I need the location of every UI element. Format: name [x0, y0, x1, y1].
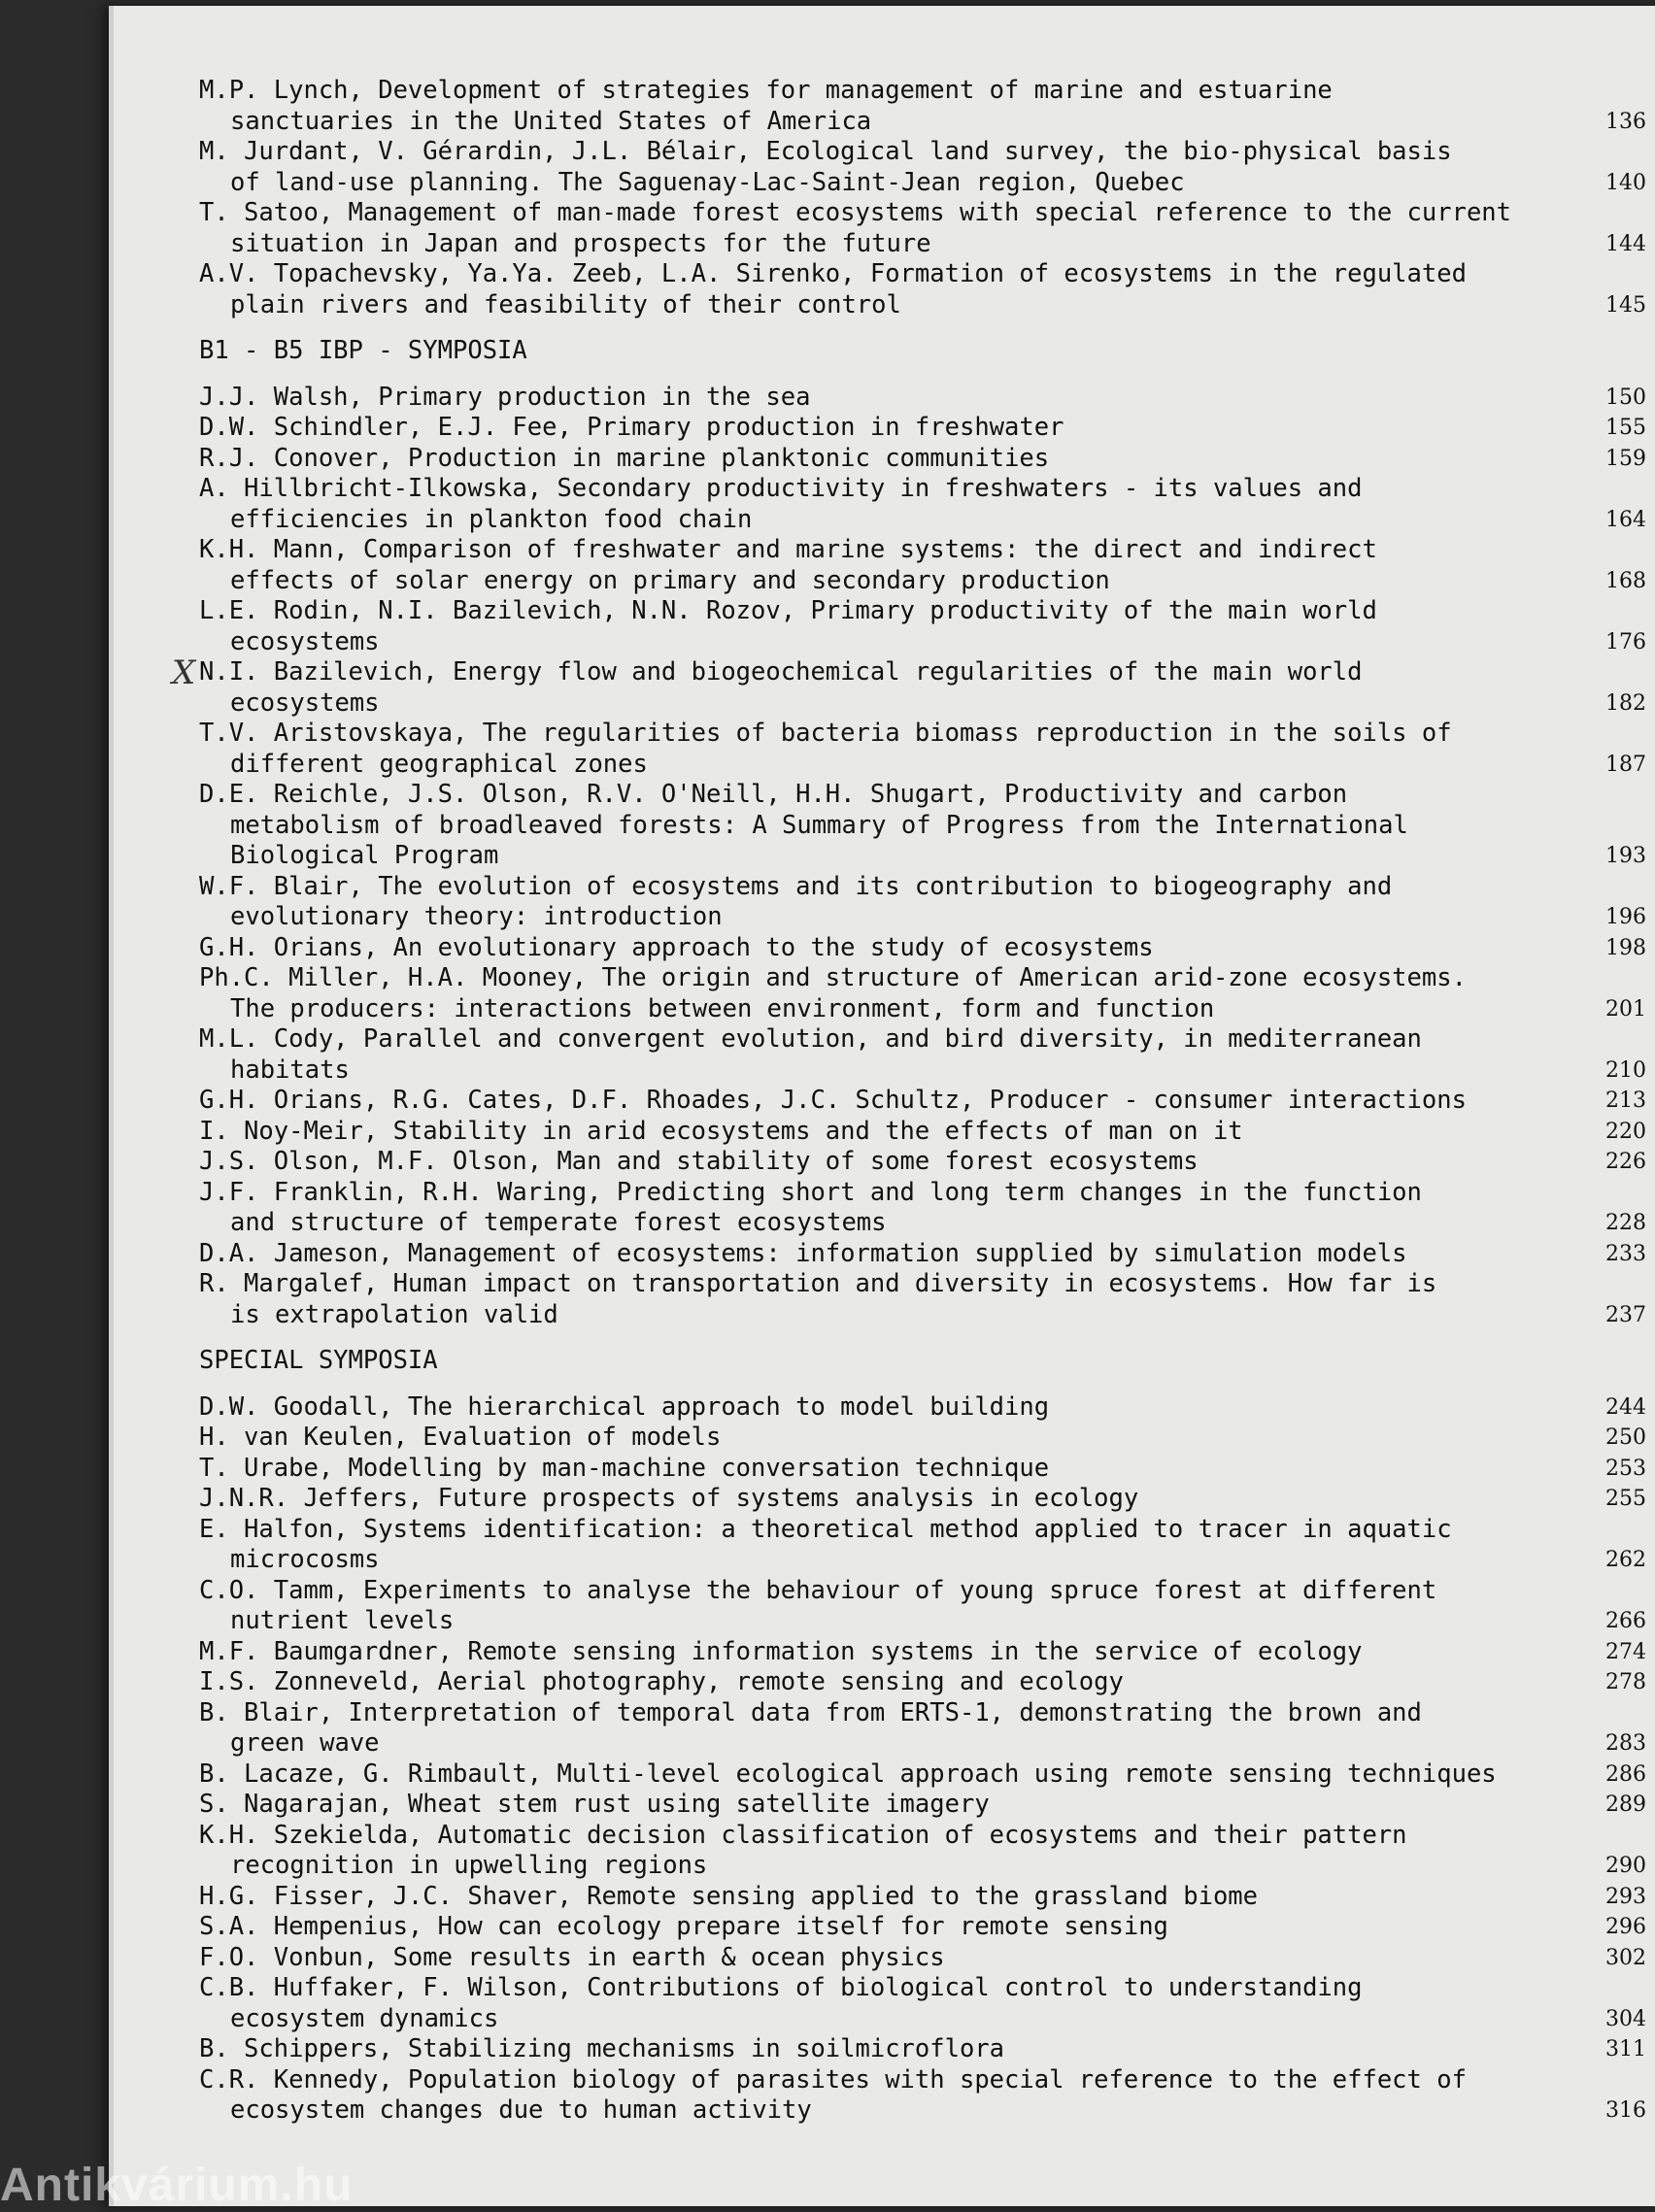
- toc-entry: [199, 1454, 1646, 1485]
- toc-entry-continuation: situation in Japan and prospects for the future: [230, 228, 931, 258]
- toc-entry: [199, 76, 1646, 137]
- book-page: [109, 6, 1655, 2206]
- toc-entry-title: A.V. Topachevsky, Ya.Ya. Zeeb, L.A. Sirenko, Formation of ecosystems in the regulated: [199, 259, 1467, 288]
- toc-entry-continuation: nutrient levels: [230, 1606, 455, 1635]
- page-number: 253: [1605, 1456, 1646, 1481]
- toc-entry: [199, 1239, 1646, 1270]
- page-number: 145: [1605, 292, 1646, 318]
- page-number: 274: [1605, 1639, 1646, 1664]
- toc-entry: [199, 474, 1646, 535]
- contents-section-special: [199, 1392, 1646, 2127]
- toc-entry: [199, 1882, 1646, 1913]
- toc-entry: [199, 1484, 1646, 1515]
- toc-entry: [199, 963, 1646, 1024]
- page-number: 193: [1605, 844, 1646, 868]
- toc-entry-title: K.H. Szekielda, Automatic decision classification of ecosystems and their pattern: [199, 1820, 1407, 1850]
- toc-entry-title: S.A. Hempenius, How can ecology prepare itself for remote sensing: [199, 1912, 1168, 1941]
- toc-entry-title: J.F. Franklin, R.H. Waring, Predicting short and long term changes in the function: [199, 1177, 1422, 1207]
- toc-entry-continuation: different geographical zones: [230, 749, 648, 779]
- toc-entry-title: D.W. Schindler, E.J. Fee, Primary production in freshwater: [199, 413, 1064, 442]
- toc-entry: [199, 1667, 1646, 1698]
- toc-entry: [199, 1392, 1646, 1424]
- toc-entry-continuation: of land-use planning. The Saguenay-Lac-Saint-Jean region, Quebec: [230, 167, 1185, 197]
- toc-entry-continuation: ecosystem changes due to human activity: [230, 2095, 812, 2125]
- toc-entry-title: D.E. Reichle, J.S. Olson, R.V. O'Neill, H.H. Shugart, Productivity and carbon: [199, 780, 1348, 809]
- toc-entry-title: T.V. Aristovskaya, The regularities of bacteria biomass reproduction in the soils of: [199, 719, 1452, 748]
- toc-entry-title: H. van Keulen, Evaluation of models: [199, 1423, 722, 1452]
- toc-entry-continuation: recognition in upwelling regions: [230, 1851, 708, 1880]
- toc-entry-title: E. Halfon, Systems identification: a theoretical method applied to tracer in aquatic: [199, 1514, 1452, 1544]
- page-number: 293: [1605, 1884, 1646, 1909]
- toc-entry: [199, 1912, 1646, 1943]
- page-number: 136: [1605, 109, 1646, 134]
- page-number: 237: [1605, 1302, 1646, 1327]
- page-number: 198: [1605, 935, 1646, 960]
- toc-entry-title: Ph.C. Miller, H.A. Mooney, The origin and structure of American arid-zone ecosystems.: [199, 963, 1467, 992]
- toc-entry-title: F.O. Vonbun, Some results in earth & ocean physics: [199, 1942, 945, 1972]
- page-number: 220: [1605, 1119, 1646, 1144]
- toc-entry-title: M. Jurdant, V. Gérardin, J.L. Bélair, Ecological land survey, the bio-physical basis: [199, 137, 1452, 166]
- toc-entry-continuation: ecosystem dynamics: [230, 2003, 499, 2033]
- toc-entry-title: G.H. Orians, An evolutionary approach to the study of ecosystems: [199, 932, 1154, 962]
- watermark-text: Antikvárium.hu: [0, 2160, 354, 2211]
- page-number: 311: [1605, 2037, 1646, 2061]
- toc-entry-continuation: habitats: [230, 1055, 350, 1085]
- table-of-contents: [172, 76, 1646, 2127]
- toc-entry: [199, 780, 1646, 872]
- toc-entry: [199, 1637, 1646, 1668]
- toc-entry: [199, 444, 1646, 475]
- page-number: 302: [1605, 1945, 1646, 1970]
- page-number: 286: [1605, 1761, 1646, 1787]
- page-number: 164: [1605, 507, 1646, 532]
- page-number: 144: [1605, 231, 1646, 256]
- toc-entry-continuation: effects of solar energy on primary and secondary production: [230, 565, 1110, 595]
- toc-entry-title: B. Schippers, Stabilizing mechanisms in soilmicroflora: [199, 2034, 1005, 2063]
- page-number: 278: [1605, 1670, 1646, 1694]
- page-number: 226: [1605, 1150, 1646, 1174]
- page-number: 176: [1605, 629, 1646, 654]
- toc-entry-continuation: and structure of temperate forest ecosystems: [230, 1208, 887, 1237]
- toc-entry: [199, 1515, 1646, 1576]
- toc-entry: [199, 535, 1646, 596]
- toc-entry: [172, 654, 1646, 719]
- toc-entry-title: J.N.R. Jeffers, Future prospects of systems analysis in ecology: [199, 1484, 1139, 1513]
- toc-entry-title: A. Hillbricht-Ilkowska, Secondary productivity in freshwaters - its values and: [199, 474, 1363, 503]
- page-number: 262: [1605, 1548, 1646, 1572]
- toc-entry-title: M.L. Cody, Parallel and convergent evolution, and bird diversity, in mediterranean: [199, 1024, 1422, 1054]
- page-number: 182: [1605, 690, 1646, 716]
- toc-entry-title: G.H. Orians, R.G. Cates, D.F. Rhoades, J.C. Schultz, Producer - consumer interactions: [199, 1086, 1467, 1115]
- toc-entry-title: B. Lacaze, G. Rimbault, Multi-level ecological approach using remote sensing techniques: [199, 1759, 1497, 1789]
- toc-entry-title: K.H. Mann, Comparison of freshwater and marine systems: the direct and indirect: [199, 535, 1377, 564]
- toc-entry-continuation: microcosms: [230, 1545, 380, 1574]
- toc-entry-title: C.O. Tamm, Experiments to analyse the behaviour of young spruce forest at different: [199, 1575, 1437, 1605]
- page-number: 304: [1605, 2006, 1646, 2031]
- page-number: 196: [1605, 905, 1646, 929]
- toc-entry-title: R. Margalef, Human impact on transportation and diversity in ecosystems. How far is: [199, 1269, 1437, 1298]
- page-number: 187: [1605, 752, 1646, 777]
- toc-entry-continuation: is extrapolation valid: [230, 1299, 558, 1329]
- toc-entry-title: W.F. Blair, The evolution of ecosystems and its contribution to biogeography and: [199, 871, 1393, 901]
- toc-entry: [199, 933, 1646, 964]
- toc-entry: [199, 1423, 1646, 1454]
- toc-entry-title: L.E. Rodin, N.I. Bazilevich, N.N. Rozov, Primary productivity of the main world: [199, 596, 1377, 625]
- toc-entry: [199, 1086, 1646, 1117]
- toc-entry-title: N.I. Bazilevich, Energy flow and biogeochemical regularities of the main world: [199, 657, 1363, 687]
- toc-entry-title: H.G. Fisser, J.C. Shaver, Remote sensing applied to the grassland biome: [199, 1881, 1259, 1911]
- toc-entry-title: B. Blair, Interpretation of temporal data from ERTS-1, demonstrating the brown and: [199, 1697, 1422, 1727]
- toc-entry-title: M.F. Baumgardner, Remote sensing information systems in the service of ecology: [199, 1636, 1363, 1666]
- toc-entry-continuation: sanctuaries in the United States of America: [230, 106, 872, 136]
- toc-entry-title: J.J. Walsh, Primary production in the sea: [199, 382, 811, 412]
- toc-entry-title: M.P. Lynch, Development of strategies for management of marine and estuarine: [199, 76, 1333, 105]
- page-number: 228: [1605, 1211, 1646, 1235]
- section-heading-ibp-symposia: B1 - B5 IBP - SYMPOSIA: [199, 336, 527, 365]
- toc-entry-title: R.J. Conover, Production in marine planktonic communities: [199, 443, 1050, 473]
- toc-entry: [199, 1973, 1646, 2034]
- toc-entry: [199, 1269, 1646, 1330]
- toc-entry: [199, 383, 1646, 414]
- toc-entry: [199, 1698, 1646, 1760]
- toc-entry-title: S. Nagarajan, Wheat stem rust using satellite imagery: [199, 1790, 990, 1819]
- toc-entry: [199, 198, 1646, 259]
- section-heading-special-symposia: SPECIAL SYMPOSIA: [199, 1346, 438, 1375]
- toc-entry-title: I. Noy-Meir, Stability in arid ecosystems and the effects of man on it: [199, 1116, 1243, 1146]
- toc-entry-title: C.R. Kennedy, Population biology of parasites with special reference to the effect of: [199, 2064, 1467, 2095]
- toc-entry-title: D.A. Jameson, Management of ecosystems: information supplied by simulation models: [199, 1238, 1407, 1268]
- toc-entry-continuation: The producers: interactions between environment, form and function: [230, 993, 1215, 1023]
- toc-entry: [199, 2034, 1646, 2065]
- contents-section-1: [199, 76, 1646, 320]
- contents-section-ibp: [172, 382, 1646, 1331]
- page-number: 255: [1605, 1487, 1646, 1511]
- toc-entry: [199, 1760, 1646, 1791]
- page-number: 155: [1605, 416, 1646, 440]
- page-number: 233: [1605, 1241, 1646, 1266]
- page-number: 289: [1605, 1793, 1646, 1817]
- toc-entry-title: T. Satoo, Management of man-made forest ecosystems with special reference to the current: [199, 198, 1512, 227]
- toc-entry: [199, 1821, 1646, 1882]
- toc-entry-continuation: Biological Program: [230, 841, 499, 870]
- page-number: 150: [1605, 385, 1646, 410]
- toc-entry: [199, 1024, 1646, 1086]
- handwritten-x-mark: X: [172, 654, 196, 692]
- toc-entry-title: T. Urabe, Modelling by man-machine conversation technique: [199, 1453, 1050, 1483]
- toc-entry: [199, 1117, 1646, 1148]
- page-number: 168: [1605, 568, 1646, 593]
- page-number: 266: [1605, 1609, 1646, 1633]
- page-number: 140: [1605, 170, 1646, 195]
- page-number: 201: [1605, 996, 1646, 1022]
- page-number: 213: [1605, 1089, 1646, 1113]
- toc-entry: [199, 719, 1646, 780]
- toc-entry: [199, 1790, 1646, 1821]
- toc-entry: [199, 1576, 1646, 1637]
- toc-entry-continuation: metabolism of broadleaved forests: A Summary of Progress from the International: [230, 810, 1408, 840]
- toc-entry-continuation: evolutionary theory: introduction: [230, 902, 723, 931]
- page-number: 210: [1605, 1057, 1646, 1083]
- toc-entry: [199, 1178, 1646, 1239]
- page-number: 316: [1605, 2098, 1646, 2123]
- page-number: 159: [1605, 446, 1646, 471]
- page-number: 250: [1605, 1425, 1646, 1450]
- toc-entry-title: J.S. Olson, M.F. Olson, Man and stability of some forest ecosystems: [199, 1147, 1199, 1176]
- page-number: 244: [1605, 1394, 1646, 1420]
- toc-entry: [199, 1147, 1646, 1178]
- toc-entry-title: C.B. Huffaker, F. Wilson, Contributions of biological control to understanding: [199, 1973, 1363, 2002]
- toc-entry: [199, 2065, 1646, 2127]
- toc-entry-continuation: ecosystems: [230, 687, 380, 718]
- page-number: 296: [1605, 1915, 1646, 1939]
- toc-entry: [199, 596, 1646, 657]
- toc-entry: [199, 872, 1646, 933]
- page-number: 290: [1605, 1854, 1646, 1878]
- toc-entry-title: I.S. Zonneveld, Aerial photography, remote sensing and ecology: [199, 1667, 1124, 1696]
- toc-entry: [199, 1943, 1646, 1974]
- toc-entry-continuation: ecosystems: [230, 626, 380, 656]
- toc-entry-continuation: plain rivers and feasibility of their control: [230, 289, 901, 319]
- page-number: 283: [1605, 1731, 1646, 1756]
- toc-entry-continuation: efficiencies in plankton food chain: [230, 504, 753, 534]
- toc-entry: [199, 413, 1646, 444]
- toc-entry-continuation: green wave: [230, 1728, 380, 1758]
- toc-entry: [199, 137, 1646, 198]
- toc-entry: [199, 259, 1646, 320]
- toc-entry-title: D.W. Goodall, The hierarchical approach to model building: [199, 1391, 1050, 1422]
